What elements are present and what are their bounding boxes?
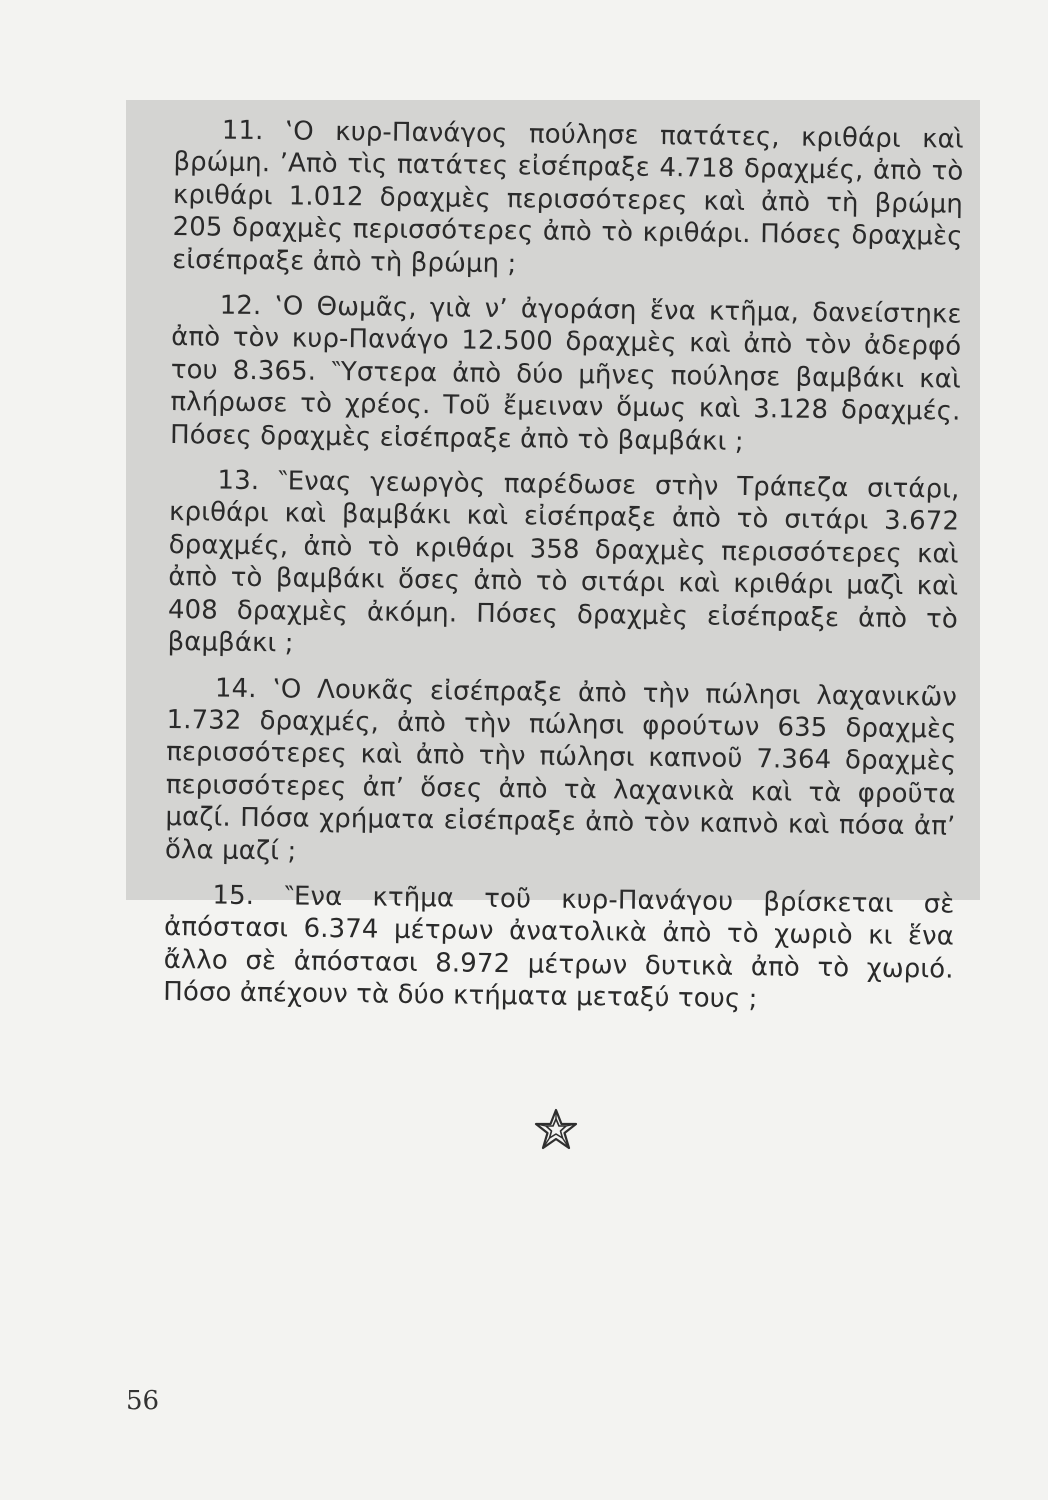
page-number: 56 [126, 1386, 160, 1416]
star-ornament-icon [534, 1108, 578, 1152]
exercise-14: 14. ‛Ο Λουκᾶς εἰσέπραξε ἀπὸ τὴν πώλησι λαχανικῶν 1.732 δραχμές, ἀπὸ τὴν πώλησι φρούτων 635 δραχμὲς περισσότερες καὶ ἀπὸ τὴν πώλησι καπνοῦ 7.364 δραχμὲς περισσότερες ἀπ’ ὅσες ἀπὸ τὰ λαχανικὰ καὶ τὰ φροῦτα μαζί. Πόσα χρήματα εἰσέπραξε ἀπὸ τὸν καπνὸ καὶ πόσα ἀπ’ ὅλα μαζί ; [164, 673, 958, 867]
exercise-12: 12. ‛Ο Θωμᾶς, γιὰ ν’ ἀγοράση ἕνα κτῆμα, δανείστηκε ἀπὸ τὸν κυρ-Πανάγο 12.500 δραχμὲς καὶ ἀπὸ τὸν ἀδερφό του 8.365. ‶Υστερα ἀπὸ δύο μῆνες πούλησε βαμβάκι καὶ πλήρωσε τὸ χρέος. Τοῦ ἔμειναν ὅμως καὶ 3.128 δραχμές. Πόσες δραχμὲς εἰσέπραξε ἀπὸ τὸ βαμβάκι ; [169, 290, 962, 457]
exercise-list [163, 114, 964, 1031]
exercise-11: 11. ‛Ο κυρ-Πανάγος πούλησε πατάτες, κριθάρι καὶ βρώμη. ’Απὸ τὶς πατάτες εἰσέπραξε 4.718 δραχμές, ἀπὸ τὸ κριθάρι 1.012 δραχμὲς περισσότερες καὶ ἀπὸ τὴ βρώμη 205 δραχμὲς περισσότερες ἀπὸ τὸ κριθάρι. Πόσες δραχμὲς εἰσέπραξε ἀπὸ τὴ βρώμη ; [172, 115, 964, 279]
exercise-13: 13. ‶Ενας γεωργὸς παρέδωσε στὴν Τράπεζα σιτάρι, κριθάρι καὶ βαμβάκι καὶ εἰσέπραξε ἀπὸ τὸ σιτάρι 3.672 δραχμές, ἀπὸ τὸ κριθάρι 358 δραχμὲς περισσότερες καὶ ἀπὸ τὸ βαμβάκι ὅσες ἀπὸ τὸ σιτάρι καὶ κριθάρι μαζὶ καὶ 408 δραχμὲς ἀκόμη. Πόσες δραχμὲς εἰσέπραξε ἀπὸ τὸ βαμβάκι ; [167, 465, 960, 659]
exercise-15: 15. ‶Ενα κτῆμα τοῦ κυρ-Πανάγου βρίσκεται σὲ ἀπόστασι 6.374 μέτρων ἀνατολικὰ ἀπὸ τὸ χωριὸ κι ἕνα ἄλλο σὲ ἀπόστασι 8.972 μέτρων δυτικὰ ἀπὸ τὸ χωριό. Πόσο ἀπέχουν τὰ δύο κτήματα μεταξύ τους ; [163, 880, 955, 1015]
